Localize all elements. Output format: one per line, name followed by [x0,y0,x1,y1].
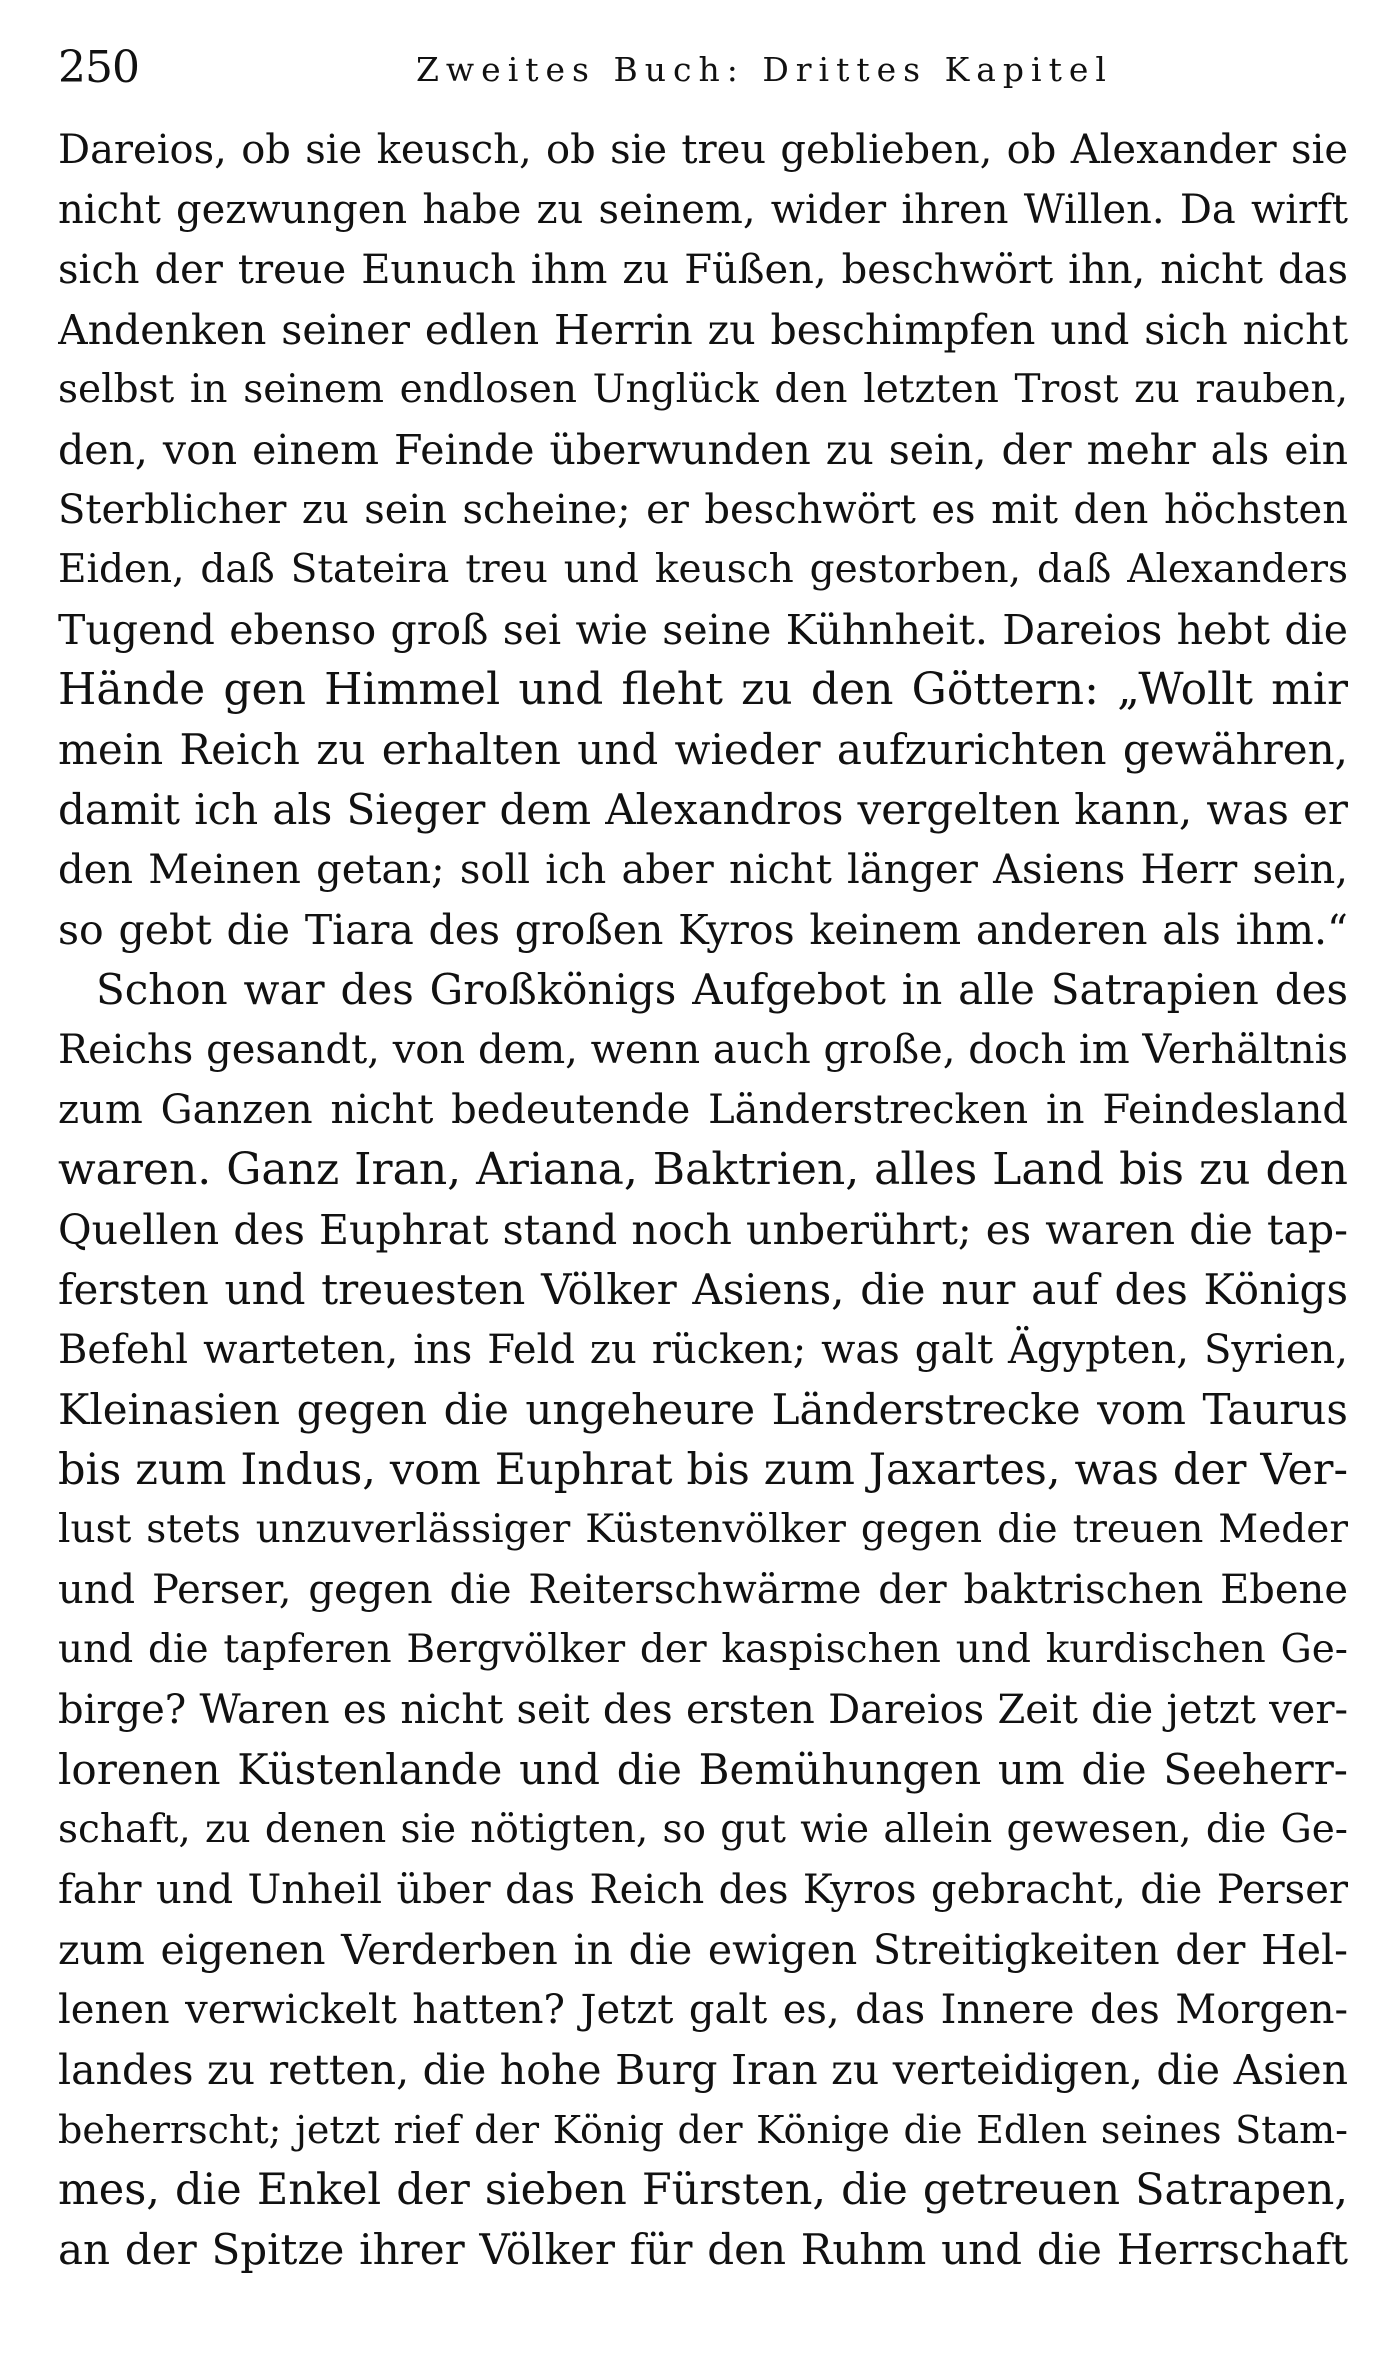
text-line: Reichs gesandt, von dem, wenn auch große, doch im Verhältnis [58,1027,1348,1073]
text-line: mein Reich zu erhalten und wieder aufzurichten gewähren, [58,725,1348,774]
text-line: den Meinen getan; soll ich aber nicht länger Asiens Herr sein, [58,847,1348,893]
running-title: Zweites Buch: Drittes Kapitel [416,50,1113,89]
text-line: Befehl warteten, ins Feld zu rücken; was galt Ägypten, Syrien, [58,1327,1348,1373]
text-line: Eiden, daß Stateira treu und keusch gestorben, daß Alexanders [58,547,1348,592]
text-line: fahr und Unheil über das Reich des Kyros gebracht, die Perser [58,1867,1348,1913]
text-line: zum eigenen Verderben in die ewigen Streitigkeiten der Hel- [58,1926,1348,1974]
text-line: mes, die Enkel der sieben Fürsten, die getreuen Satrapen, [58,2165,1348,2215]
text-line: nicht gezwungen habe zu seinem, wider ihren Willen. Da wirft [58,187,1348,233]
text-line: schaft, zu denen sie nötigten, so gut wie allein gewesen, die Ge- [58,1807,1348,1852]
text-line: bis zum Indus, vom Euphrat bis zum Jaxartes, was der Ver- [58,1445,1348,1495]
text-line: Sterblicher zu sein scheine; er beschwört es mit den höchsten [58,487,1348,533]
text-line: und die tapferen Bergvölker der kaspischen und kurdischen Ge- [58,1627,1348,1672]
text-line: beherrscht; jetzt rief der König der Könige die Edlen seines Stam- [58,2108,1348,2152]
text-line: Kleinasien gegen die ungeheure Länderstrecke vom Taurus [58,1385,1348,1434]
text-line: an der Spitze ihrer Völker für den Ruhm und die Herrschaft [58,2225,1348,2274]
text-line: den, von einem Feinde überwunden zu sein, der mehr als ein [58,426,1348,474]
text-line: zum Ganzen nicht bedeutende Länderstrecken in Feindesland [58,1087,1348,1133]
text-line: und Perser, gegen die Reiterschwärme der baktrischen Ebene [58,1567,1348,1613]
running-head [58,38,1348,98]
text-line: Andenken seiner edlen Herrin zu beschimpfen und sich nicht [58,306,1348,354]
text-line: lenen verwickelt hatten? Jetzt galt es, das Innere des Morgen- [58,1987,1348,2033]
text-line: lorenen Küstenlande und die Bemühungen um die Seeherr- [58,1745,1348,1794]
text-line: waren. Ganz Iran, Ariana, Baktrien, alles Land bis zu den [58,1144,1348,1195]
text-line: Hände gen Himmel und fleht zu den Göttern: „Wollt mir [58,664,1348,715]
text-line: birge? Waren es nicht seit des ersten Dareios Zeit die jetzt ver- [58,1687,1348,1733]
body-text [58,120,1348,2280]
text-line: Tugend ebenso groß sei wie seine Kühnheit. Dareios hebt die [58,606,1348,654]
text-line: sich der treue Eunuch ihm zu Füßen, beschwört ihn, nicht das [58,247,1348,293]
text-line: damit ich als Sieger dem Alexandros vergelten kann, was er [58,785,1348,834]
text-line: selbst in seinem endlosen Unglück den letzten Trost zu rauben, [58,367,1348,412]
paragraph-first-line: Schon war des Großkönigs Aufgebot in alle Satrapien des [96,965,1348,1014]
text-line: lust stets unzuverlässiger Küstenvölker gegen die treuen Meder [58,1507,1348,1552]
text-line: Quellen des Euphrat stand noch unberührt; es waren die tap- [58,1206,1348,1254]
page-number: 250 [58,42,139,93]
text-line: so gebt die Tiara des großen Kyros keinem anderen als ihm.“ [58,906,1348,954]
text-line: landes zu retten, die hohe Burg Iran zu verteidigen, die Asien [58,2046,1348,2094]
text-line: fersten und treuesten Völker Asiens, die nur auf des Königs [58,1265,1348,1314]
text-line: Dareios, ob sie keusch, ob sie treu geblieben, ob Alexander sie [58,127,1348,173]
